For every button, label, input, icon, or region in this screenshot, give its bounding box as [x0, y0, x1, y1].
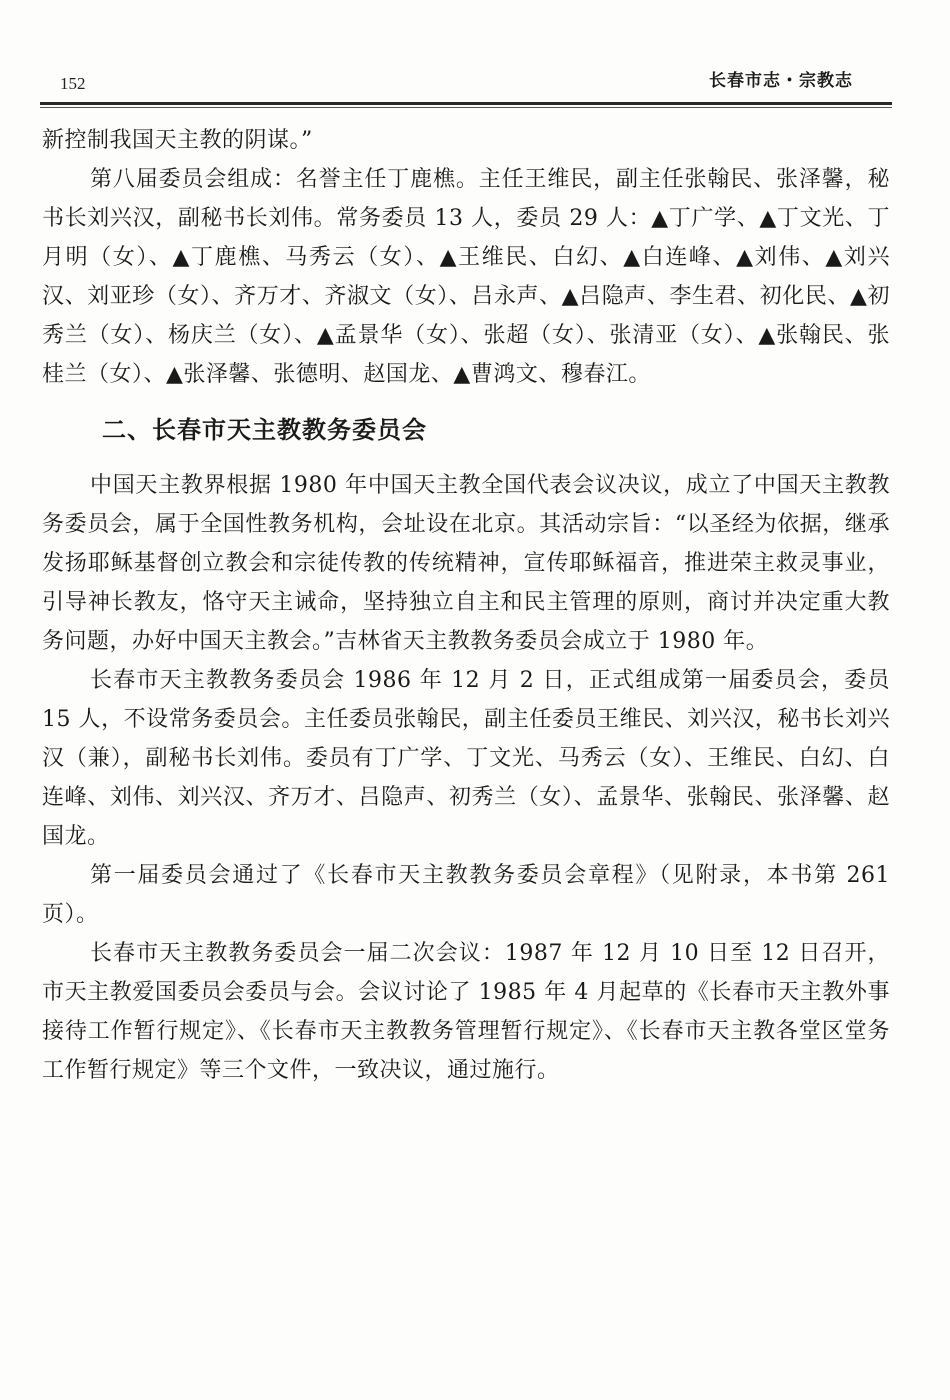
paragraph-eighth-committee: 第八届委员会组成：名誉主任丁鹿樵。主任王维民，副主任张翰民、张泽馨，秘书长刘兴汉，副秘书长刘伟。常务委员 13 人，委员 29 人：▲丁广学、▲丁文光、丁月明（女）、▲丁鹿樵、马秀云（女）、▲王维民、白幻、▲白连峰、▲刘伟、▲刘兴汉、刘亚珍（女）、齐万才、齐淑文（女）、吕永声、▲吕隐声、李生君、初化民、▲初秀兰（女）、杨庆兰（女）、▲孟景华（女）、张超（女）、张清亚（女）、▲张翰民、张桂兰（女）、▲张泽馨、张德明、赵国龙、▲曹鸿文、穆春江。: [42, 167, 890, 387]
paragraph-continuation: 新控制我国天主教的阴谋。”: [42, 128, 313, 153]
page-body: [42, 121, 890, 1090]
running-title: 长春市志・宗教志: [709, 71, 853, 91]
header-rule-thick: [40, 102, 892, 105]
paragraph-second-session: 长春市天主教教务委员会一届二次会议：1987 年 12 月 10 日至 12 日召开，市天主教爱国委员会委员与会。会议讨论了 1985 年 4 月起草的《长春市天主教外事接待工作暂行规定》、《长春市天主教教务管理暂行规定》、《长春市天主教各堂区堂务工作暂行规定》等三个文件，一致决议，通过施行。: [42, 941, 890, 1083]
page-number: 152: [60, 74, 86, 93]
paragraph-charter: 第一届委员会通过了《长春市天主教教务委员会章程》（见附录，本书第 261 页）。: [42, 863, 890, 927]
header-rule-thin: [40, 107, 892, 108]
section-heading: 二、长春市天主教教务委员会: [102, 416, 427, 444]
page-header: [40, 60, 908, 100]
paragraph-first-committee: 长春市天主教教务委员会 1986 年 12 月 2 日，正式组成第一届委员会，委员 15 人，不设常务委员会。主任委员张翰民，副主任委员王维民、刘兴汉，秘书长刘兴汉（兼），副秘书长刘伟。委员有丁广学、丁文光、马秀云（女）、王维民、白幻、白连峰、刘伟、刘兴汉、齐万才、吕隐声、初秀兰（女）、孟景华、张翰民、张泽馨、赵国龙。: [42, 668, 890, 849]
paragraph-national-council: 中国天主教界根据 1980 年中国天主教全国代表会议决议，成立了中国天主教教务委员会，属于全国性教务机构，会址设在北京。其活动宗旨：“以圣经为依据，继承发扬耶稣基督创立教会和宗徒传教的传统精神，宣传耶稣福音，推进荣主救灵事业，引导神长教友，恪守天主诫命，坚持独立自主和民主管理的原则，商讨并决定重大教务问题，办好中国天主教会。”吉林省天主教教务委员会成立于 1980 年。: [42, 473, 890, 654]
